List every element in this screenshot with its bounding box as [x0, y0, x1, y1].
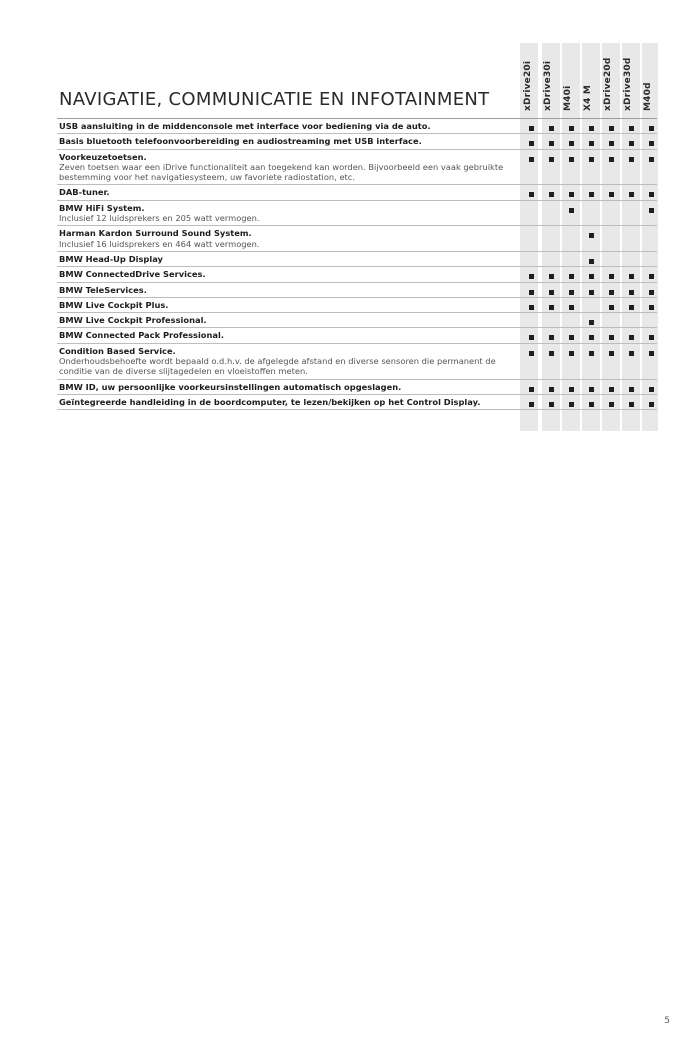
availability-mark: [649, 157, 654, 162]
feature-title: Condition Based Service.: [59, 345, 176, 356]
availability-mark: [549, 387, 554, 392]
availability-mark: [649, 126, 654, 131]
availability-mark: [549, 126, 554, 131]
column-header: xDrive30i: [543, 60, 553, 111]
availability-mark: [589, 192, 594, 197]
table-row: [57, 344, 657, 380]
feature-cell: [59, 254, 509, 264]
table-row: [57, 150, 657, 186]
availability-mark: [529, 387, 534, 392]
feature-table: [57, 118, 657, 410]
feature-title: Harman Kardon Surround Sound System.: [59, 228, 252, 239]
table-row: [57, 118, 657, 134]
feature-cell: [59, 187, 509, 197]
feature-cell: [59, 269, 509, 279]
feature-cell: [59, 330, 509, 340]
feature-cell: [59, 346, 509, 377]
availability-mark: [629, 305, 634, 310]
availability-marks: [520, 231, 657, 241]
availability-marks: [520, 349, 657, 359]
feature-title: Voorkeuzetoetsen.: [59, 151, 147, 162]
availability-marks: [520, 288, 657, 298]
availability-mark: [629, 402, 634, 407]
table-row: [57, 226, 657, 252]
feature-title: BMW Live Cockpit Professional.: [59, 315, 207, 326]
availability-mark: [629, 141, 634, 146]
page-number: 5: [664, 1016, 670, 1026]
feature-cell: [59, 203, 509, 224]
availability-mark: [589, 335, 594, 340]
feature-title: BMW ConnectedDrive Services.: [59, 269, 206, 280]
availability-mark: [609, 351, 614, 356]
availability-mark: [629, 157, 634, 162]
feature-title: USB aansluiting in de middenconsole met interface voor bediening via de auto.: [59, 121, 431, 131]
availability-mark: [589, 290, 594, 295]
availability-mark: [549, 274, 554, 279]
availability-marks: [520, 333, 657, 343]
feature-cell: [59, 136, 509, 146]
availability-mark: [549, 141, 554, 146]
availability-mark: [569, 141, 574, 146]
table-row: [57, 328, 657, 343]
availability-mark: [609, 402, 614, 407]
feature-title: BMW HiFi System.: [59, 202, 145, 213]
feature-description: Inclusief 12 luidsprekers en 205 watt vermogen.: [59, 213, 260, 224]
availability-mark: [529, 157, 534, 162]
page-title: NAVIGATIE, COMMUNICATIE EN INFOTAINMENT: [59, 89, 490, 110]
availability-mark: [649, 335, 654, 340]
feature-title: BMW TeleServices.: [59, 284, 147, 295]
availability-mark: [529, 126, 534, 131]
availability-mark: [649, 290, 654, 295]
availability-mark: [529, 335, 534, 340]
feature-cell: [59, 315, 509, 325]
availability-mark: [529, 141, 534, 146]
availability-marks: [520, 206, 657, 216]
availability-mark: [649, 351, 654, 356]
availability-mark: [609, 274, 614, 279]
availability-mark: [629, 290, 634, 295]
table-row: [57, 134, 657, 149]
column-header: xDrive20i: [523, 60, 533, 111]
feature-title: BMW Live Cockpit Plus.: [59, 299, 169, 310]
availability-mark: [589, 233, 594, 238]
feature-title: Basis bluetooth telefoonvoorbereiding en audiostreaming met USB interface.: [59, 136, 422, 147]
availability-marks: [520, 385, 657, 395]
availability-mark: [649, 192, 654, 197]
feature-title: Geïntegreerde handleiding in de boordcomputer, te lezen/bekijken op het Control Display.: [59, 396, 481, 407]
availability-mark: [609, 305, 614, 310]
availability-mark: [569, 351, 574, 356]
availability-mark: [569, 402, 574, 407]
availability-mark: [589, 259, 594, 264]
availability-mark: [649, 387, 654, 392]
availability-mark: [549, 157, 554, 162]
feature-cell: [59, 397, 509, 407]
column-header: M40d: [643, 82, 653, 111]
availability-mark: [629, 274, 634, 279]
feature-cell: [59, 121, 509, 131]
feature-title: DAB-tuner.: [59, 187, 110, 198]
availability-marks: [520, 139, 657, 149]
table-row: [57, 313, 657, 328]
availability-mark: [629, 335, 634, 340]
availability-mark: [569, 335, 574, 340]
availability-mark: [589, 387, 594, 392]
feature-cell: [59, 152, 509, 183]
availability-mark: [569, 290, 574, 295]
availability-mark: [649, 208, 654, 213]
column-header: xDrive20d: [603, 57, 613, 111]
availability-marks: [520, 124, 657, 134]
availability-mark: [569, 192, 574, 197]
availability-mark: [569, 387, 574, 392]
availability-mark: [549, 335, 554, 340]
feature-cell: [59, 382, 509, 392]
availability-mark: [589, 141, 594, 146]
availability-mark: [609, 192, 614, 197]
availability-mark: [629, 126, 634, 131]
feature-title: BMW ID, uw persoonlijke voorkeursinstellingen automatisch opgeslagen.: [59, 381, 402, 392]
availability-mark: [589, 402, 594, 407]
column-header: xDrive30d: [623, 57, 633, 111]
availability-marks: [520, 190, 657, 200]
availability-mark: [649, 402, 654, 407]
feature-title: BMW Head-Up Display: [59, 253, 163, 264]
availability-mark: [569, 305, 574, 310]
availability-mark: [569, 208, 574, 213]
availability-mark: [549, 290, 554, 295]
availability-mark: [649, 305, 654, 310]
availability-mark: [569, 274, 574, 279]
availability-mark: [529, 192, 534, 197]
availability-mark: [649, 141, 654, 146]
availability-mark: [609, 126, 614, 131]
availability-mark: [589, 320, 594, 325]
table-row: [57, 283, 657, 298]
table-row: [57, 298, 657, 313]
availability-mark: [589, 126, 594, 131]
availability-mark: [629, 192, 634, 197]
column-header: M40i: [563, 85, 573, 111]
availability-mark: [589, 274, 594, 279]
availability-mark: [629, 351, 634, 356]
availability-mark: [529, 402, 534, 407]
availability-marks: [520, 155, 657, 165]
availability-marks: [520, 303, 657, 313]
availability-marks: [520, 272, 657, 282]
availability-mark: [529, 290, 534, 295]
availability-mark: [589, 351, 594, 356]
availability-mark: [549, 351, 554, 356]
table-row: [57, 267, 657, 282]
availability-mark: [609, 335, 614, 340]
availability-mark: [529, 274, 534, 279]
availability-mark: [549, 402, 554, 407]
availability-mark: [609, 387, 614, 392]
availability-marks: [520, 400, 657, 410]
availability-marks: [520, 257, 657, 267]
feature-description: Onderhoudsbehoefte wordt bepaald o.d.h.v. de afgelegde afstand en diverse sensoren die permanent de conditie van de diverse slijtagedelen en vloeistoffen meten.: [59, 356, 496, 377]
feature-cell: [59, 285, 509, 295]
availability-mark: [569, 126, 574, 131]
availability-mark: [569, 157, 574, 162]
feature-cell: [59, 300, 509, 310]
availability-marks: [520, 318, 657, 328]
availability-mark: [649, 274, 654, 279]
feature-description: Inclusief 16 luidsprekers en 464 watt vermogen.: [59, 238, 260, 249]
column-header: X4 M: [583, 84, 593, 111]
table-row: [57, 185, 657, 200]
feature-description: Zeven toetsen waar een iDrive functionaliteit aan toegekend kan worden. Bijvoorbeeld een vaak gebruikte bestemming voor het navigatiesysteem, uw favoriete radiostation, etc.: [59, 161, 504, 183]
availability-mark: [589, 157, 594, 162]
availability-mark: [549, 305, 554, 310]
availability-mark: [629, 387, 634, 392]
table-row: [57, 252, 657, 267]
feature-title: BMW Connected Pack Professional.: [59, 330, 225, 341]
feature-cell: [59, 228, 509, 249]
availability-mark: [609, 290, 614, 295]
availability-mark: [549, 192, 554, 197]
table-row: [57, 380, 657, 395]
table-row: [57, 201, 657, 227]
availability-mark: [609, 141, 614, 146]
availability-mark: [529, 305, 534, 310]
availability-mark: [529, 351, 534, 356]
availability-mark: [609, 157, 614, 162]
table-row: [57, 395, 657, 410]
